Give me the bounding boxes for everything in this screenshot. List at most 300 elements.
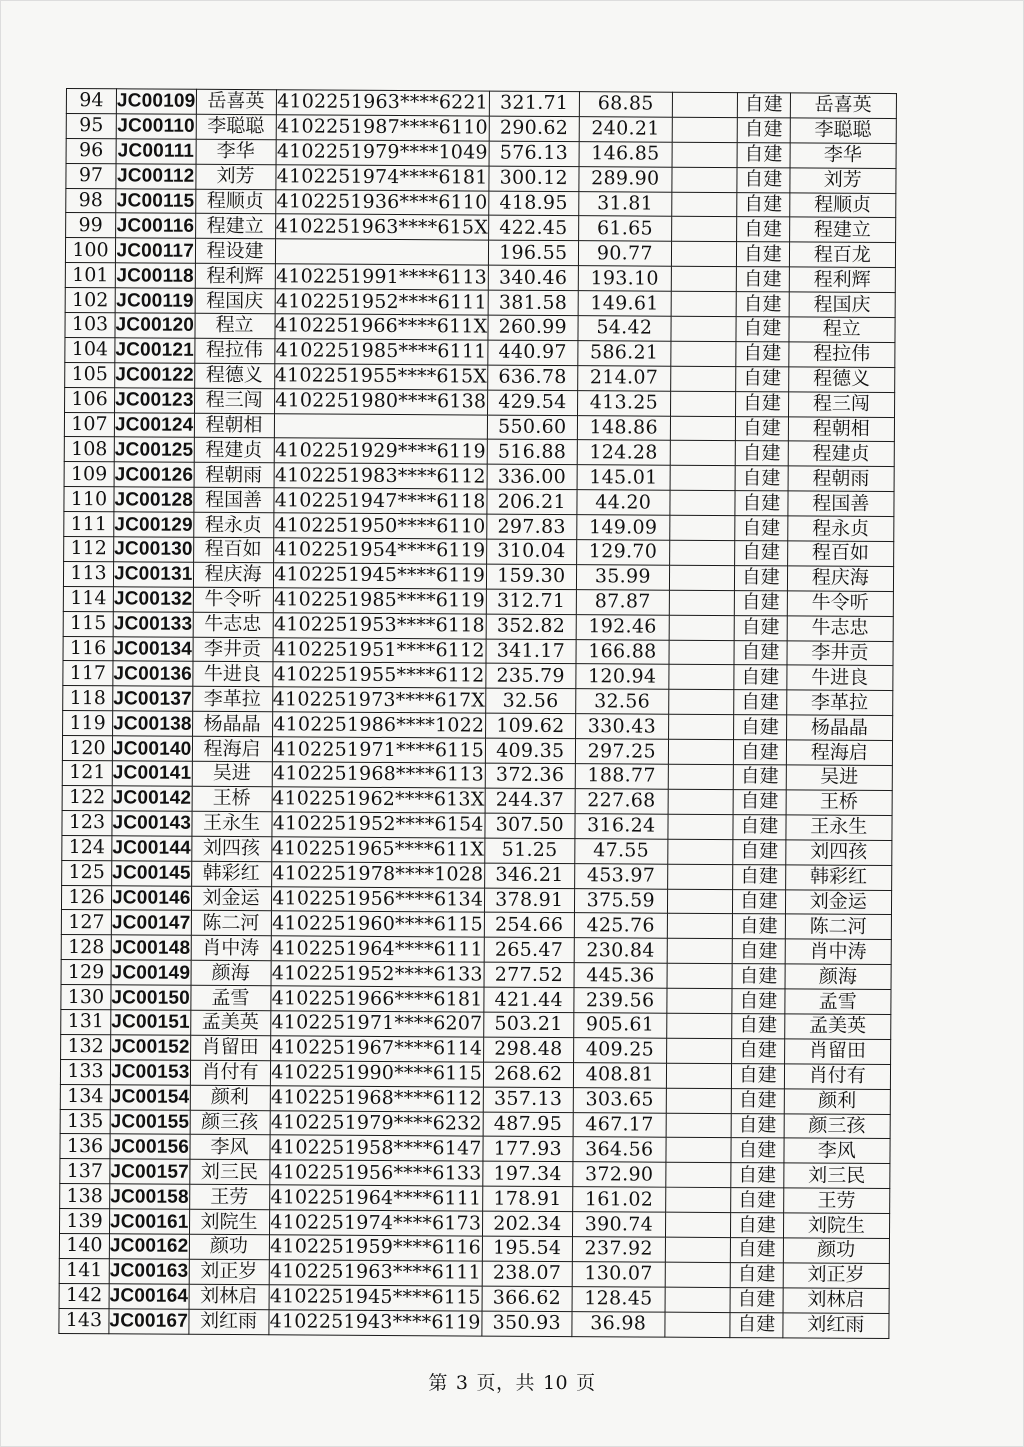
table-row [59, 1308, 889, 1338]
cell-area-2: 375.59 [574, 888, 667, 913]
cell-row-number: 120 [62, 736, 112, 761]
cell-owner: 程百龙 [789, 242, 895, 268]
cell-remark [670, 490, 735, 515]
cell-area-2: 240.21 [579, 117, 672, 142]
cell-id-number: 4102251954****6119 [274, 538, 486, 563]
cell-owner: 陈二河 [785, 914, 891, 940]
cell-area-2: 35.99 [576, 565, 669, 590]
cell-area-1: 298.48 [483, 1037, 573, 1062]
cell-owner: 程朝雨 [788, 466, 894, 492]
cell-area-2: 31.81 [579, 191, 672, 216]
cell-area-1: 372.36 [485, 763, 575, 788]
cell-remark [672, 142, 737, 167]
cell-id-number: 4102251978****1028 [272, 862, 484, 886]
cell-owner: 程三闯 [788, 392, 894, 418]
cell-area-2: 408.81 [573, 1062, 666, 1087]
cell-build-type: 自建 [737, 192, 790, 217]
cell-parcel-code: JC00138 [113, 713, 192, 735]
cell-area-2: 289.90 [579, 166, 672, 191]
cell-build-type: 自建 [733, 765, 786, 790]
cell-build-type: 自建 [731, 1138, 784, 1163]
cell-remark [668, 839, 733, 864]
cell-remark [669, 615, 734, 640]
cell-area-1: 300.12 [489, 166, 579, 191]
cell-id-number: 4102251964****6111 [270, 1185, 482, 1210]
cell-build-type: 自建 [734, 640, 787, 665]
cell-build-type: 自建 [736, 317, 789, 342]
cell-area-2: 120.94 [576, 664, 669, 689]
cell-build-type: 自建 [737, 93, 790, 118]
cell-name: 颜海 [191, 960, 271, 985]
cell-area-1: 254.66 [484, 912, 574, 937]
cell-owner: 王劳 [783, 1188, 889, 1214]
cell-parcel-code: JC00163 [109, 1260, 189, 1283]
cell-id-number: 4102251959****6116 [270, 1235, 482, 1259]
cell-build-type: 自建 [734, 590, 787, 615]
cell-area-1: 576.13 [489, 141, 579, 166]
cell-id-number: 4102251990****6115 [271, 1061, 483, 1085]
cell-remark [667, 988, 732, 1013]
cell-remark [669, 665, 734, 690]
cell-area-2: 214.07 [577, 365, 670, 390]
cell-owner: 程利辉 [789, 267, 895, 293]
cell-name: 吴进 [192, 761, 272, 786]
cell-parcel-code: JC00115 [116, 190, 195, 212]
cell-row-number: 97 [66, 163, 116, 188]
cell-id-number: 4102251963****6221 [277, 90, 489, 115]
cell-name: 程永贞 [193, 512, 273, 537]
cell-owner: 孟雪 [785, 989, 891, 1015]
cell-id-number: 4102251966****611X [275, 314, 488, 339]
cell-row-number: 132 [61, 1034, 111, 1059]
cell-name: 颜功 [189, 1234, 269, 1259]
cell-name: 韩彩红 [191, 861, 271, 886]
cell-area-1: 352.82 [486, 614, 576, 639]
cell-name: 李井贡 [193, 637, 273, 662]
cell-build-type: 自建 [733, 715, 786, 740]
cell-build-type: 自建 [734, 615, 787, 640]
cell-area-1: 196.55 [488, 240, 578, 265]
cell-area-2: 161.02 [572, 1187, 665, 1212]
cell-id-number: 4102251971****6115 [273, 737, 485, 762]
cell-id-number: 4102251956****6133 [270, 1161, 482, 1185]
cell-area-1: 381.58 [488, 290, 578, 315]
cell-owner: 程建立 [789, 217, 895, 243]
cell-id-number: 4102251983****6112 [274, 464, 486, 488]
cell-remark [666, 1162, 731, 1187]
cell-row-number: 102 [65, 288, 115, 313]
cell-owner: 刘院生 [783, 1213, 889, 1239]
cell-area-2: 586.21 [578, 341, 671, 366]
cell-name: 王劳 [189, 1184, 269, 1209]
cell-build-type: 自建 [735, 466, 788, 491]
cell-owner: 程国善 [788, 491, 894, 517]
cell-build-type: 自建 [730, 1262, 783, 1287]
cell-name: 刘芳 [195, 164, 275, 189]
cell-owner: 程海启 [786, 740, 892, 766]
cell-parcel-code: JC00162 [109, 1235, 189, 1258]
cell-area-2: 68.85 [579, 92, 672, 117]
cell-parcel-code: JC00140 [112, 737, 192, 760]
cell-name: 程百如 [193, 537, 273, 562]
cell-id-number: 4102251955****615X [274, 364, 488, 388]
cell-name: 刘红雨 [188, 1309, 268, 1334]
cell-owner: 王桥 [786, 790, 892, 816]
cell-remark [668, 714, 733, 739]
cell-name: 刘三民 [189, 1160, 269, 1185]
cell-area-2: 467.17 [573, 1112, 666, 1137]
cell-remark [672, 167, 737, 192]
cell-row-number: 112 [64, 537, 114, 562]
cell-row-number: 134 [60, 1084, 110, 1109]
cell-owner: 李华 [790, 143, 896, 169]
cell-build-type: 自建 [732, 964, 785, 989]
cell-id-number: 4102251979****6232 [270, 1111, 482, 1135]
cell-build-type: 自建 [730, 1287, 783, 1312]
cell-row-number: 135 [60, 1109, 110, 1134]
cell-id-number: 4102251964****6111 [271, 936, 483, 961]
cell-area-1: 178.91 [482, 1186, 572, 1211]
cell-name: 程国庆 [195, 288, 275, 313]
cell-remark [670, 416, 735, 441]
cell-remark [669, 640, 734, 665]
cell-row-number: 107 [64, 412, 114, 437]
cell-area-2: 445.36 [574, 963, 667, 988]
cell-parcel-code: JC00120 [115, 314, 195, 337]
cell-area-1: 244.37 [485, 788, 575, 813]
cell-owner: 刘红雨 [783, 1313, 889, 1339]
cell-parcel-code: JC00118 [116, 264, 194, 287]
cell-area-2: 239.56 [574, 988, 667, 1013]
cell-area-1: 235.79 [486, 664, 576, 689]
cell-owner: 肖付有 [784, 1064, 890, 1090]
cell-build-type: 自建 [736, 267, 789, 292]
cell-remark [665, 1237, 730, 1262]
cell-build-type: 自建 [735, 416, 788, 441]
cell-parcel-code: JC00157 [110, 1161, 189, 1183]
cell-remark [670, 466, 735, 491]
cell-remark [672, 192, 737, 217]
cell-area-2: 90.77 [578, 241, 671, 266]
cell-build-type: 自建 [732, 989, 785, 1014]
cell-remark [670, 366, 735, 391]
cell-area-1: 341.17 [486, 639, 576, 664]
cell-parcel-code: JC00144 [112, 837, 191, 859]
cell-row-number: 133 [60, 1059, 110, 1084]
cell-name: 王永生 [191, 811, 271, 836]
cell-area-1: 409.35 [485, 738, 575, 763]
cell-name: 牛令听 [193, 587, 273, 612]
cell-name: 孟美英 [190, 1010, 270, 1035]
cell-area-2: 230.84 [574, 938, 667, 963]
cell-area-1: 277.52 [484, 962, 574, 987]
cell-owner: 程立 [789, 317, 895, 343]
cell-id-number: 4102251929****6119 [274, 439, 486, 463]
cell-row-number: 98 [66, 188, 116, 213]
cell-area-1: 268.62 [483, 1062, 573, 1087]
cell-name: 程德义 [194, 363, 274, 388]
cell-area-2: 47.55 [575, 838, 668, 863]
cell-id-number [275, 239, 488, 265]
cell-row-number: 99 [66, 213, 116, 238]
cell-row-number: 121 [62, 761, 112, 786]
cell-owner: 程德义 [788, 367, 894, 393]
cell-owner: 牛进良 [787, 665, 893, 691]
cell-name: 肖付有 [190, 1060, 270, 1085]
cell-id-number: 4102251973****617X [272, 688, 486, 712]
cell-row-number: 118 [63, 686, 113, 711]
cell-row-number: 105 [65, 362, 115, 387]
cell-parcel-code: JC00142 [112, 787, 192, 810]
cell-area-1: 195.54 [482, 1236, 572, 1261]
cell-build-type: 自建 [732, 889, 785, 914]
cell-row-number: 103 [65, 313, 115, 338]
cell-build-type: 自建 [733, 690, 786, 715]
cell-id-number [274, 413, 487, 439]
cell-owner: 程国庆 [789, 292, 895, 318]
cell-build-type: 自建 [730, 1238, 783, 1263]
cell-build-type: 自建 [736, 342, 789, 367]
cell-parcel-code: JC00111 [117, 140, 195, 163]
cell-area-1: 516.88 [487, 440, 577, 465]
cell-parcel-code: JC00124 [114, 414, 194, 436]
cell-area-1: 340.46 [488, 265, 578, 290]
cell-area-1: 421.44 [484, 987, 574, 1012]
cell-parcel-code: JC00158 [110, 1185, 189, 1208]
cell-remark [668, 739, 733, 764]
cell-name: 牛进良 [192, 662, 272, 687]
cell-row-number: 116 [63, 636, 113, 661]
cell-remark [668, 764, 733, 789]
cell-remark [665, 1262, 730, 1287]
cell-remark [670, 441, 735, 466]
cell-row-number: 143 [59, 1308, 109, 1333]
cell-owner: 韩彩红 [785, 865, 891, 891]
cell-row-number: 124 [62, 835, 112, 860]
cell-area-1: 503.21 [484, 1012, 574, 1037]
cell-row-number: 130 [61, 985, 111, 1010]
cell-build-type: 自建 [733, 740, 786, 765]
footer-prefix: 第 [428, 1372, 448, 1394]
cell-area-1: 159.30 [486, 564, 576, 589]
cell-parcel-code: JC00137 [113, 688, 192, 710]
cell-build-type: 自建 [731, 1063, 784, 1088]
cell-name: 颜利 [190, 1085, 270, 1110]
cell-area-2: 372.90 [573, 1162, 666, 1187]
cell-build-type: 自建 [730, 1188, 783, 1213]
cell-build-type: 自建 [736, 217, 789, 242]
cell-row-number: 122 [62, 785, 112, 810]
cell-build-type: 自建 [732, 1014, 785, 1039]
cell-id-number: 4102251945****6119 [274, 563, 486, 587]
cell-parcel-code: JC00164 [109, 1285, 189, 1307]
cell-build-type: 自建 [732, 914, 785, 939]
cell-name: 刘金运 [191, 886, 271, 911]
cell-remark [665, 1312, 730, 1337]
cell-name: 程朝相 [194, 413, 274, 438]
cell-parcel-code: JC00119 [116, 289, 194, 312]
cell-row-number: 109 [64, 462, 114, 487]
cell-owner: 程拉伟 [789, 342, 895, 368]
cell-row-number: 131 [61, 1009, 111, 1034]
cell-owner: 刘四孩 [786, 840, 892, 866]
cell-area-1: 307.50 [485, 813, 575, 838]
cell-name: 程朝雨 [194, 463, 274, 488]
cell-build-type: 自建 [735, 366, 788, 391]
cell-build-type: 自建 [734, 665, 787, 690]
cell-build-type: 自建 [735, 491, 788, 516]
cell-area-1: 297.83 [487, 514, 577, 539]
cell-row-number: 126 [61, 885, 111, 910]
cell-build-type: 自建 [737, 167, 790, 192]
footer-mid: 页，共 [476, 1372, 535, 1394]
cell-owner: 颜海 [785, 964, 891, 990]
cell-name: 程拉伟 [194, 338, 274, 363]
cell-area-1: 440.97 [488, 340, 578, 365]
cell-area-2: 128.45 [572, 1286, 665, 1311]
cell-row-number: 113 [63, 561, 113, 586]
cell-owner: 刘金运 [785, 889, 891, 915]
cell-id-number: 4102251952****6133 [271, 961, 483, 986]
cell-id-number: 4102251960****6115 [272, 912, 484, 936]
cell-area-2: 364.56 [573, 1137, 666, 1162]
cell-id-number: 4102251955****6112 [273, 663, 485, 687]
cell-id-number: 4102251962****613X [272, 787, 485, 811]
cell-area-2: 193.10 [578, 266, 671, 291]
cell-owner: 颜功 [783, 1238, 889, 1264]
cell-id-number: 4102251958****6147 [270, 1136, 482, 1160]
cell-name: 李革拉 [192, 687, 272, 712]
cell-parcel-code: JC00161 [110, 1210, 189, 1233]
cell-area-2: 425.76 [574, 913, 667, 938]
cell-build-type: 自建 [731, 1038, 784, 1063]
cell-owner: 刘芳 [790, 168, 896, 194]
cell-id-number: 4102251952****6154 [272, 812, 484, 836]
cell-area-1: 550.60 [487, 415, 577, 440]
cell-build-type: 自建 [736, 292, 789, 317]
cell-owner: 刘林启 [783, 1288, 889, 1314]
cell-id-number: 4102251943****6119 [269, 1310, 481, 1334]
cell-owner: 岳喜英 [790, 93, 896, 119]
cell-remark [666, 1063, 731, 1088]
cell-owner: 王永生 [786, 815, 892, 841]
cell-row-number: 95 [66, 113, 116, 138]
cell-name: 肖留田 [190, 1035, 270, 1060]
cell-remark [667, 864, 732, 889]
cell-id-number: 4102251951****6112 [273, 638, 485, 662]
cell-area-1: 312.71 [486, 589, 576, 614]
cell-name: 颜三孩 [190, 1110, 270, 1135]
footer-suffix: 页 [576, 1372, 596, 1394]
cell-owner: 杨晶晶 [786, 715, 892, 741]
cell-area-1: 636.78 [487, 365, 577, 390]
cell-name: 程建立 [195, 214, 275, 239]
cell-area-2: 44.20 [577, 490, 670, 515]
cell-owner: 刘正岁 [783, 1263, 889, 1289]
cell-row-number: 137 [60, 1159, 110, 1184]
cell-remark [669, 540, 734, 565]
cell-remark [667, 1013, 732, 1038]
cell-name: 刘院生 [189, 1209, 269, 1234]
cell-name: 肖中涛 [191, 936, 271, 961]
cell-area-2: 130.07 [572, 1261, 665, 1286]
cell-area-1: 265.47 [484, 937, 574, 962]
cell-area-1: 350.93 [482, 1311, 572, 1336]
cell-remark [671, 266, 736, 291]
cell-id-number: 4102251945****6115 [269, 1285, 481, 1309]
cell-name: 陈二河 [191, 911, 271, 936]
cell-name: 李华 [196, 139, 276, 164]
cell-area-2: 413.25 [577, 390, 670, 415]
cell-area-2: 87.87 [576, 589, 669, 614]
cell-area-1: 197.34 [483, 1161, 573, 1186]
cell-owner: 刘三民 [784, 1163, 890, 1189]
cell-parcel-code: JC00155 [110, 1111, 190, 1133]
cell-id-number: 4102251974****6173 [270, 1210, 482, 1235]
cell-build-type: 自建 [734, 566, 787, 591]
cell-area-1: 378.91 [484, 888, 574, 913]
cell-parcel-code: JC00117 [116, 240, 195, 262]
cell-build-type: 自建 [736, 242, 789, 267]
cell-owner: 牛志忠 [787, 616, 893, 642]
cell-parcel-code: JC00130 [114, 538, 193, 561]
cell-remark [671, 316, 736, 341]
cell-parcel-code: JC00129 [114, 513, 193, 536]
cell-id-number: 4102251966****6181 [271, 986, 483, 1011]
cell-remark [671, 242, 736, 267]
cell-area-2: 330.43 [575, 714, 668, 739]
cell-area-1: 366.62 [482, 1286, 572, 1311]
cell-owner: 程永贞 [788, 516, 894, 542]
cell-remark [668, 814, 733, 839]
cell-owner: 颜三孩 [784, 1113, 890, 1139]
cell-row-number: 108 [64, 437, 114, 462]
cell-name: 程顺贞 [195, 189, 275, 214]
cell-remark [666, 1038, 731, 1063]
cell-parcel-code: JC00116 [116, 215, 195, 237]
cell-area-1: 260.99 [488, 315, 578, 340]
cell-build-type: 自建 [735, 441, 788, 466]
cell-owner: 李革拉 [786, 690, 892, 716]
cell-owner: 程庆海 [787, 566, 893, 592]
cell-name: 程海启 [192, 736, 272, 761]
cell-build-type: 自建 [733, 790, 786, 815]
page-footer [0, 1368, 1024, 1395]
cell-area-2: 146.85 [579, 141, 672, 166]
cell-row-number: 136 [60, 1134, 110, 1159]
cell-remark [670, 391, 735, 416]
cell-area-2: 36.98 [572, 1311, 665, 1336]
cell-row-number: 111 [64, 512, 114, 537]
cell-area-1: 422.45 [488, 216, 578, 241]
cell-parcel-code: JC00151 [111, 1011, 190, 1034]
cell-build-type: 自建 [737, 117, 790, 142]
cell-remark [669, 590, 734, 615]
cell-id-number: 4102251980****6138 [275, 389, 487, 413]
cell-area-1: 429.54 [487, 390, 577, 415]
cell-row-number: 96 [66, 138, 116, 163]
cell-name: 牛志忠 [193, 612, 273, 637]
cell-row-number: 139 [60, 1209, 110, 1234]
cell-area-1: 487.95 [483, 1112, 573, 1137]
cell-id-number: 4102251947****6118 [274, 488, 486, 513]
cell-build-type: 自建 [730, 1213, 783, 1238]
cell-area-1: 238.07 [482, 1261, 572, 1286]
cell-remark [665, 1212, 730, 1237]
cell-area-2: 32.56 [575, 689, 668, 714]
footer-page-number: 3 [455, 1372, 469, 1394]
cell-parcel-code: JC00131 [113, 563, 193, 586]
